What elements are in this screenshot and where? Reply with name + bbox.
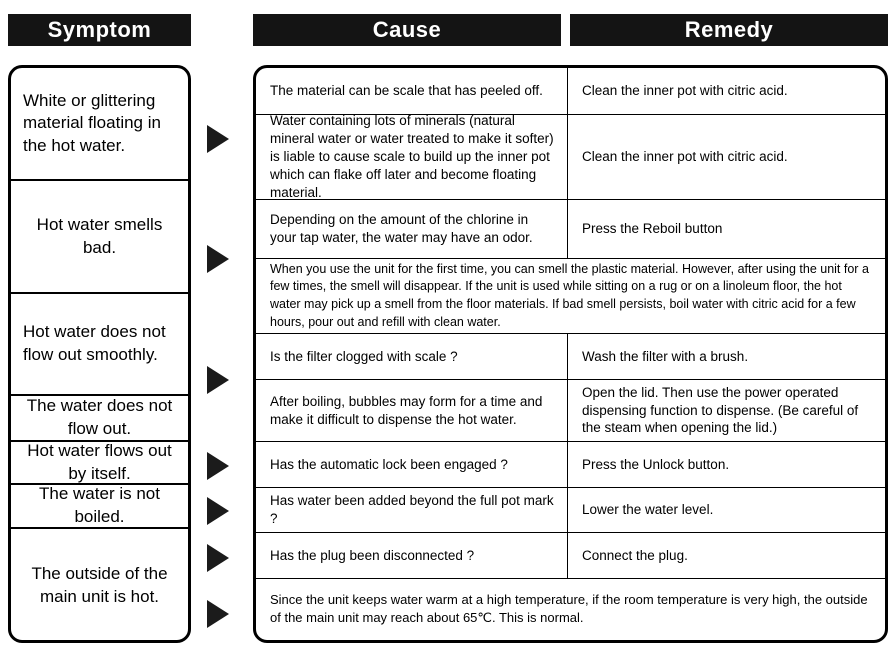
- cause-cell: The material can be scale that has peeled off.: [256, 68, 568, 114]
- symptom-cell: White or glittering material floating in the hot water.: [11, 68, 188, 181]
- cause-cell: Has the automatic lock been engaged ?: [256, 442, 568, 487]
- arrow-right-icon: [207, 125, 229, 153]
- remedy-cell: Press the Unlock button.: [582, 456, 730, 472]
- remedy-cell: Clean the inner pot with citric acid.: [582, 149, 788, 165]
- symptom-cell: Hot water does not flow out smoothly.: [11, 294, 188, 396]
- table-row: [256, 533, 885, 579]
- remedy-cell: Open the lid. Then use the power operated dispensing function to dispense. (Be careful of the steam when opening the lid.): [582, 384, 859, 436]
- remedy-cell: Connect the plug.: [582, 547, 688, 563]
- remedy-cell: Clean the inner pot with citric acid.: [582, 83, 788, 99]
- cause-cell: Is the filter clogged with scale ?: [256, 334, 568, 379]
- arrow-right-icon: [207, 600, 229, 628]
- table-row: [256, 259, 885, 334]
- note-cell: Since the unit keeps water warm at a high temperature, if the room temperature is very high, the outside of the main unit may reach about 65℃. This is normal.: [270, 591, 868, 625]
- cause-cell: After boiling, bubbles may form for a time and make it difficult to dispense the hot water.: [256, 380, 568, 441]
- table-row: [256, 68, 885, 115]
- table-row: [256, 200, 885, 259]
- note-cell: When you use the unit for the first time, you can smell the plastic material. However, after using the unit for a few times, the smell will disappear. If the unit is used while sitting on a rug or on a linoleum floor, the hot water may pick up a smell from the floor materials. If bad smell persists, boil water with citric acid for a few hours, pour out and refill with clean water.: [270, 261, 869, 329]
- symptom-cell: The water does not flow out.: [11, 396, 188, 442]
- symptom-cell: Hot water flows out by itself.: [11, 442, 188, 485]
- table-row: [256, 334, 885, 380]
- cause-cell: Depending on the amount of the chlorine in your tap water, the water may have an odor.: [256, 200, 568, 258]
- arrow-right-icon: [207, 245, 229, 273]
- cause-cell: Has water been added beyond the full pot mark ?: [256, 488, 568, 532]
- arrow-right-icon: [207, 452, 229, 480]
- arrow-right-icon: [207, 497, 229, 525]
- cause-remedy-table: [253, 65, 888, 643]
- column-header-symptom: Symptom: [8, 14, 191, 46]
- table-row: [256, 488, 885, 533]
- table-row: [256, 380, 885, 442]
- arrow-right-icon: [207, 544, 229, 572]
- remedy-cell: Wash the filter with a brush.: [582, 348, 749, 364]
- remedy-cell: Press the Reboil button: [582, 221, 723, 237]
- table-row: [256, 579, 885, 639]
- symptom-column: [8, 65, 191, 643]
- column-header-remedy: Remedy: [570, 14, 888, 46]
- table-row: [256, 115, 885, 200]
- arrow-right-icon: [207, 366, 229, 394]
- symptom-cell: The outside of the main unit is hot.: [31, 564, 168, 606]
- column-header-cause: Cause: [253, 14, 561, 46]
- cause-cell: Water containing lots of minerals (natural mineral water or water treated to make it softer) is liable to cause scale to build up the inner pot which can flake off later and become floating material.: [256, 115, 568, 199]
- symptom-cell: Hot water smells bad.: [11, 181, 188, 294]
- symptom-cell: The water is not boiled.: [11, 485, 188, 529]
- table-row: [256, 442, 885, 488]
- cause-cell: Has the plug been disconnected ?: [256, 533, 568, 578]
- remedy-cell: Lower the water level.: [582, 502, 714, 518]
